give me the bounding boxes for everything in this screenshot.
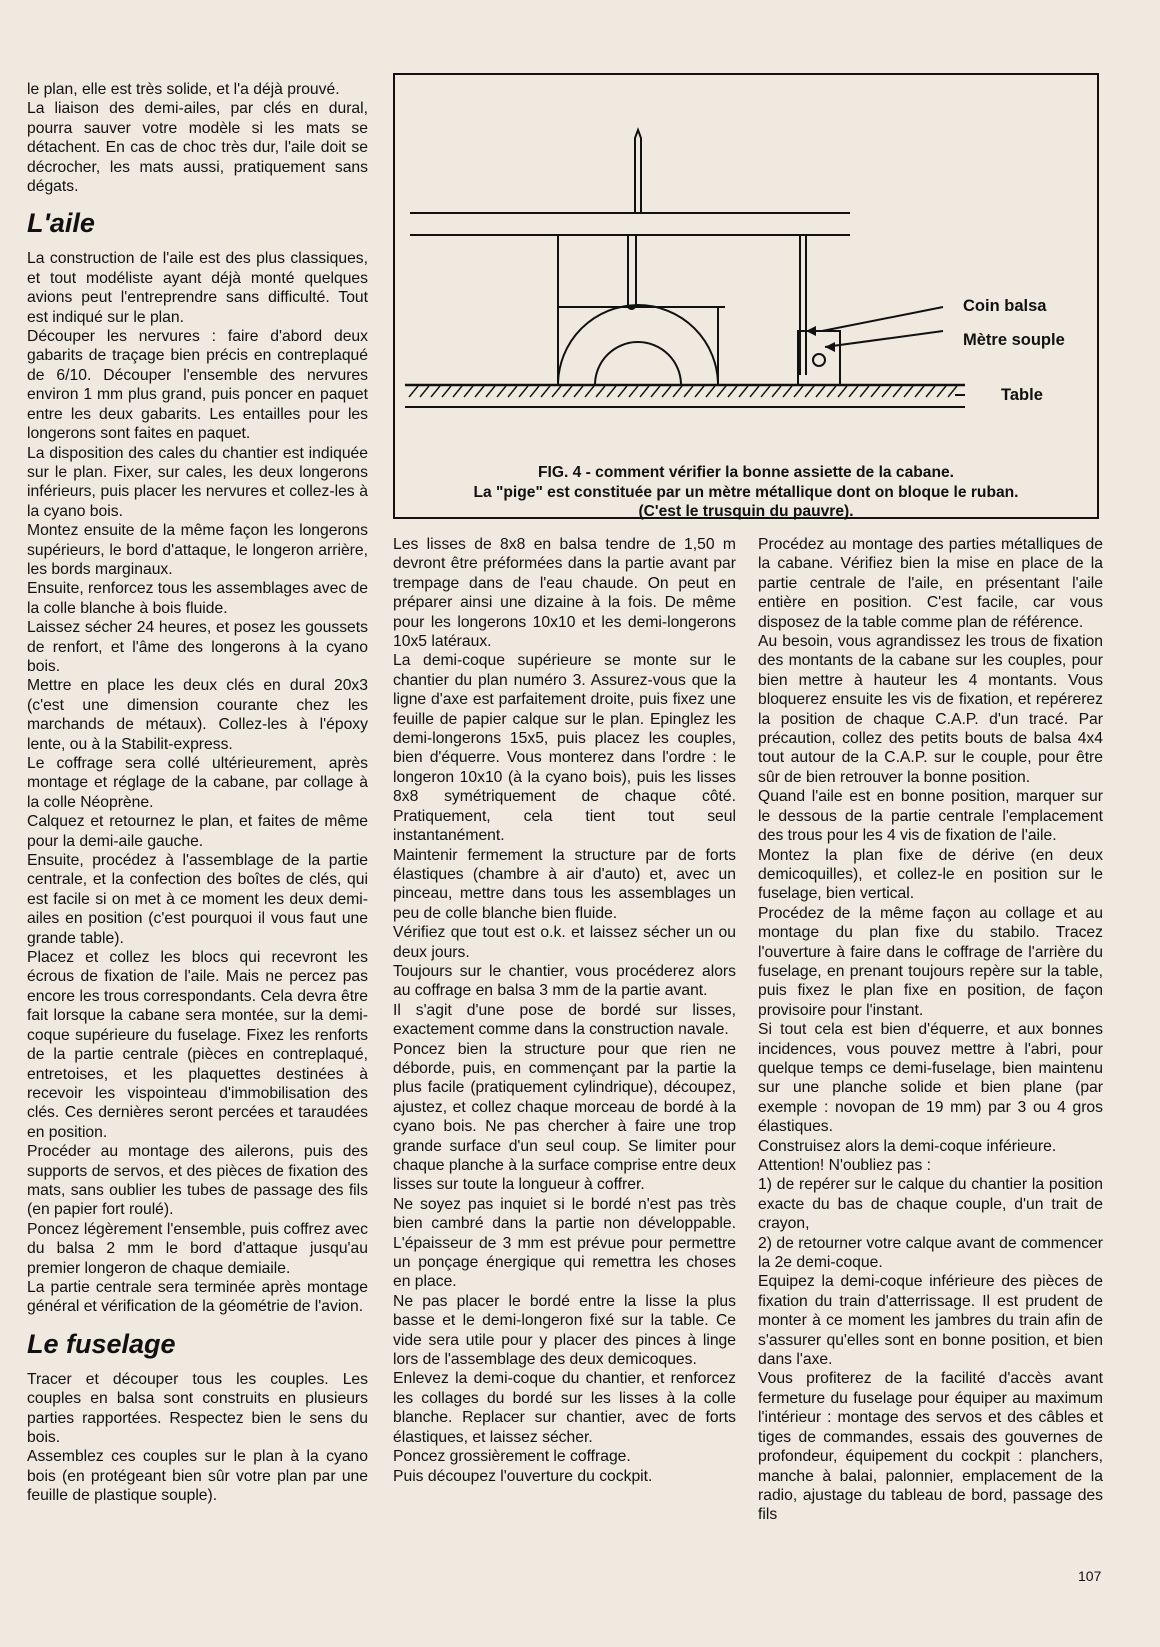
- paragraph: La liaison des demi-ailes, par clés en dural, pourra sauver votre modèle si les mats se détachent. En cas de choc très dur, l'aile doit se décrocher, les mats aussi, pratiquement sans dégats.: [27, 100, 368, 196]
- paragraph: Ne pas placer le bordé entre la lisse la plus basse et le demi-longeron fixé sur la table. Ce vide sera utile pour y placer des pinces à linge lors de l'assemblage des deux demicoques.: [393, 1292, 736, 1369]
- label-table: Table: [1001, 386, 1043, 404]
- paragraph: Les lisses de 8x8 en balsa tendre de 1,50 m devront être préformées dans la partie avant par trempage dans de l'eau chaude. On peut en préparer ainsi une dizaine à la fois. De même pour les longerons 10x10 et les demi-longerons 10x5 latéraux.: [393, 536, 736, 651]
- column-3: [758, 535, 1103, 1525]
- paragraph: Poncez bien la structure pour que rien ne déborde, puis, en commençant par la partie la plus facile (pratiquement cylindrique), découpez, ajustez, et collez chaque morceau de bordé à la cyano bois. Ne pas chercher à faire une trop grande surface d'un seul coup. Se limiter pour chaque planche à la surface comprise entre deux lisses sur toute la longueur à coffrer.: [393, 1040, 736, 1194]
- paragraph: Construisez alors la demi-coque inférieure.: [758, 1137, 1057, 1155]
- paragraph: Découper les nervures : faire d'abord deux gabarits de traçage bien précis en contreplaqué de 6/10. Découper l'ensemble des nervures environ 1 mm plus grand, puis poncer en paquet entre les deux gabarits. Les entailles pour les longerons sont faites en paquet.: [27, 328, 368, 443]
- paragraph: Placez et collez les blocs qui recevront les écrous de fixation de l'aile. Mais ne percez pas encore les trous correspondants. Cela devra être fait lorsque la cabane sera montée, sur la demi-coque supérieure du fuselage. Fixez les renforts de la partie centrale (pièces en contreplaqué, entretoises, et les plaquettes destinées à recevoir les vispointeau d'immobilisation des clés. Ces dernières seront percées et taraudées en position.: [27, 949, 368, 1141]
- paragraph: La construction de l'aile est des plus classiques, et tout modéliste ayant déjà monté quelques avions peut l'entreprendre sans difficulté. Tout est indiqué sur le plan.: [27, 250, 368, 326]
- paragraph: Montez la plan fixe de dérive (en deux demicoquilles), et collez-le en position sur le fuselage, bien vertical.: [758, 846, 1103, 903]
- caption-line: (C'est le trusquin du pauvre).: [638, 503, 854, 521]
- paragraph: Poncez légèrement l'ensemble, puis coffrez avec du balsa 2 mm le bord d'attaque jusqu'au premier longeron de chaque demiaile.: [27, 1220, 368, 1277]
- paragraph: Il s'agit d'une pose de bordé sur lisses, exactement comme dans la construction navale.: [393, 1001, 736, 1039]
- paragraph: Quand l'aile est en bonne position, marquer sur le dessous de la partie centrale l'emplacement des trous pour les 4 vis de fixation de l'aile.: [758, 788, 1103, 845]
- paragraph: Le coffrage sera collé ultérieurement, après montage et réglage de la cabane, par collage à la colle Néoprène.: [27, 755, 368, 811]
- paragraph: 2) de retourner votre calque avant de commencer la 2e demi-coque.: [758, 1234, 1103, 1272]
- paragraph: Procédez au montage des parties métalliques de la cabane. Vérifiez bien la mise en place de la partie centrale de l'aile, en présentant l'aile entière en position. C'est facile, car vous disposez de la table comme plan de référence.: [758, 536, 1103, 631]
- paragraph: Tracer et découper tous les couples. Les couples en balsa sont construits en plusieurs parties rapportées. Respectez bien le sens du bois.: [27, 1370, 368, 1446]
- caption-line: FIG. 4 - comment vérifier la bonne assiette de la cabane.: [538, 464, 954, 481]
- paragraph: Enlevez la demi-coque du chantier, et renforcez les collages du bordé sur les lisses à la colle blanche. Replacer sur chantier, avec de forts élastiques, et laissez sécher.: [393, 1370, 736, 1446]
- paragraph: Ne soyez pas inquiet si le bordé n'est pas très bien cambré dans la partie non développable. L'épaisseur de 3 mm est prévue pour permettre un ponçage énergique qui remettra les choses en place.: [393, 1195, 736, 1291]
- paragraph: Puis découpez l'ouverture du cockpit.: [393, 1467, 653, 1485]
- paragraph: Ensuite, renforcez tous les assemblages avec de la colle blanche à bois fluide.: [27, 580, 368, 617]
- figure-4: [393, 73, 1099, 519]
- paragraph: 1) de repérer sur le calque du chantier la position exacte du bas de chaque couple, d'un trait de crayon,: [758, 1176, 1103, 1233]
- paragraph: Equipez la demi-coque inférieure des pièces de fixation du train d'atterrissage. Il est prudent de monter à ce moment les jambres du train afin de s'assurer qu'elles sont en bonne position, et bien dans l'axe.: [758, 1273, 1103, 1369]
- paragraph: La partie centrale sera terminée après montage général et vérification de la géométrie de l'avion.: [27, 1278, 368, 1316]
- paragraph: Ensuite, procédez à l'assemblage de la partie centrale, et la confection des boîtes de clés, qui est facile si on met à ce moment les deux demi-ailes en position (c'est pourquoi il vous faut une grande table).: [27, 852, 368, 947]
- page-number: 107: [1078, 1568, 1102, 1584]
- paragraph: Laissez sécher 24 heures, et posez les goussets de renfort, et l'âme des longerons à la cyano bois.: [27, 619, 368, 675]
- label-metre-souple: Mètre souple: [963, 331, 1065, 349]
- paragraph: Vous profiterez de la facilité d'accès avant fermeture du fuselage pour équiper au maximum l'intérieur : montage des servos et des câbles et tiges de commandes, essais des gouvernes de profondeur, équipement du cockpit : planchers, manche à balai, palonnier, emplacement de la radio, ajustage du tableau de bord, passage des fils: [758, 1370, 1103, 1524]
- paragraph: Mettre en place les deux clés en dural 20x3 (c'est une dimension courante chez les marchands de métaux). Collez-les à l'époxy lente, ou à la Stabilit-express.: [27, 677, 368, 753]
- paragraph: Toujours sur le chantier, vous procéderez alors au coffrage en balsa 3 mm de la partie avant.: [393, 962, 736, 1000]
- paragraph: Assemblez ces couples sur le plan à la cyano bois (en protégeant bien sûr votre plan par une feuille de plastique souple).: [27, 1448, 368, 1505]
- paragraph: La demi-coque supérieure se monte sur le chantier du plan numéro 3. Assurez-vous que la ligne d'axe est parfaitement droite, puis fixez une feuille de papier calque sur le plan. Epinglez les demi-longerons 15x5, puis placez les couples, bien d'équerre. Vous monterez dans l'ordre : le longeron 10x10 (à la cyano bois), puis les lisses 8x8 symétriquement de chaque côté. Pratiquement, cela tient tout seul instantanément.: [393, 652, 736, 845]
- paragraph: Attention! N'oubliez pas :: [758, 1157, 932, 1174]
- label-coin-balsa: Coin balsa: [963, 297, 1047, 315]
- paragraph: le plan, elle est très solide, et l'a déjà prouvé.: [27, 81, 340, 98]
- paragraph: Vérifiez que tout est o.k. et laissez sécher un ou deux jours.: [393, 924, 736, 961]
- paragraph: Au besoin, vous agrandissez les trous de fixation des montants de la cabane sur les couples, pour bien mettre à hauteur les 4 montants. Vous bloquerez ensuite les vis de fixation, et repérerez la position de chaque C.A.P. d'un tracé. Par précaution, collez des petits bouts de balsa 4x4 tout autour de la C.A.P. sur le couple, pour être sûr de bien retrouver la bonne position.: [758, 633, 1103, 786]
- section-heading-fuselage: Le fuselage: [27, 1328, 176, 1359]
- column-1: [27, 80, 368, 1506]
- figure-caption: [395, 463, 1097, 522]
- paragraph: Maintenir fermement la structure par de forts élastiques (chambre à air d'auto) et, avec un pinceau, mettre dans tous les assemblages un peu de colle blanche bien fluide.: [393, 846, 736, 922]
- paragraph: Si tout cela est bien d'équerre, et aux bonnes incidences, vous pouvez mettre à l'abri, pour quelque temps ce demi-fuselage, bien maintenu sur une planche solide et bien plane (par exemple : novopan de 19 mm) par 3 ou 4 gros élastiques.: [758, 1021, 1103, 1136]
- caption-line: La "pige" est constituée par un mètre métallique dont on bloque le ruban.: [473, 483, 1019, 501]
- paragraph: Procéder au montage des ailerons, puis des supports de servos, et des pièces de fixation des mats, sans oublier les tubes de passage des fils (en papier fort roulé).: [27, 1143, 368, 1219]
- column-2: [393, 535, 736, 1486]
- paragraph: Montez ensuite de la même façon les longerons supérieurs, le bord d'attaque, le longeron arrière, les bords marginaux.: [27, 522, 368, 578]
- paragraph: Procédez de la même façon au collage et au montage du plan fixe du stabilo. Tracez l'ouverture à faire dans le coffrage de l'arrière du fuselage, en prenant toujours repère sur la table, puis fixez le plan fixe en position, de façon provisoire pour l'instant.: [758, 904, 1103, 1019]
- paragraph: La disposition des cales du chantier est indiquée sur le plan. Fixer, sur cales, les deux longerons inférieurs, puis placer les nervures et collez-les à la cyano bois.: [27, 444, 368, 520]
- paragraph: Calquez et retournez le plan, et faites de même pour la demi-aile gauche.: [27, 813, 368, 850]
- section-heading-aile: L'aile: [27, 208, 95, 239]
- paragraph: Poncez grossièrement le coffrage.: [393, 1448, 631, 1466]
- cabane-diagram: [395, 75, 1096, 516]
